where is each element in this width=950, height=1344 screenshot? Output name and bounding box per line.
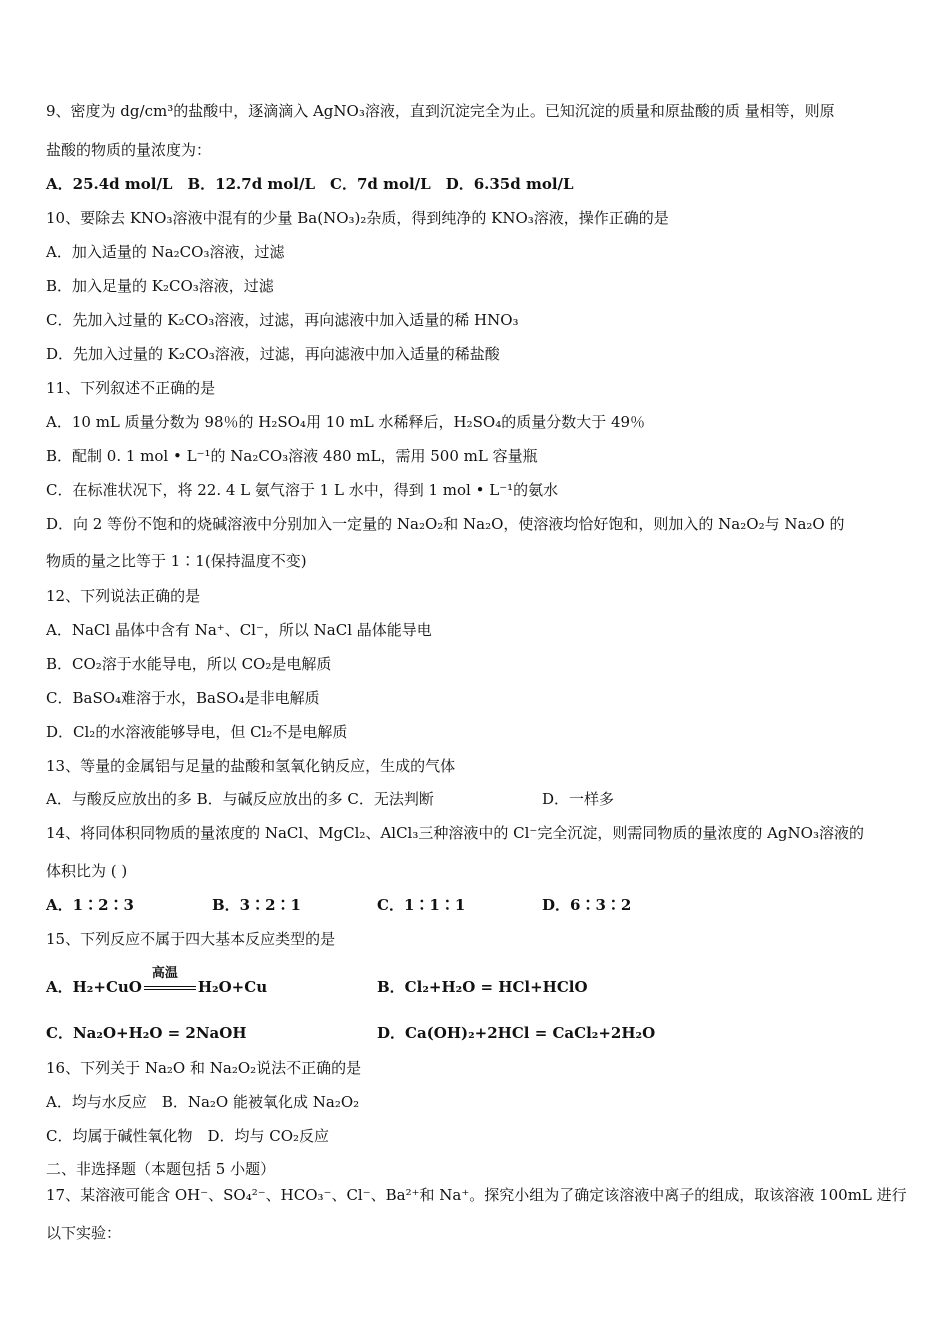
q10-option-b: B．加入足量的 K₂CO₃溶液，过滤 xyxy=(46,277,274,295)
q14-option-a: A．1∶2∶3 xyxy=(46,896,134,914)
q11-option-d-line1: D．向 2 等份不饱和的烧碱溶液中分别加入一定量的 Na₂O₂和 Na₂O，使溶液均恰好饱和，则加入的 Na₂O₂与 Na₂O 的 xyxy=(46,515,845,533)
q13-stem: 13、等量的金属铝与足量的盐酸和氢氧化钠反应，生成的气体 xyxy=(46,757,456,775)
q12-option-a: A．NaCl 晶体中含有 Na⁺、Cl⁻，所以 NaCl 晶体能导电 xyxy=(46,621,432,639)
q16-stem: 16、下列关于 Na₂O 和 Na₂O₂说法不正确的是 xyxy=(46,1059,362,1077)
q14-option-d: D．6∶3∶2 xyxy=(542,896,632,914)
q15-option-c: C．Na₂O+H₂O = 2NaOH xyxy=(46,1024,247,1042)
q10-option-d: D．先加入过量的 K₂CO₃溶液，过滤，再向滤液中加入适量的稀盐酸 xyxy=(46,345,500,363)
q16-options-cd: C．均属于碱性氧化物 D．均与 CO₂反应 xyxy=(46,1127,330,1145)
q17-stem-line2: 以下实验： xyxy=(46,1224,122,1242)
q15-option-a-products: H₂O+Cu xyxy=(197,978,268,996)
q10-option-c: C．先加入过量的 K₂CO₃溶液，过滤，再向滤液中加入适量的稀 HNO₃ xyxy=(46,311,519,329)
q15-option-b: B．Cl₂+H₂O = HCl+HClO xyxy=(377,978,588,996)
q12-stem: 12、下列说法正确的是 xyxy=(46,587,201,605)
q14-stem-line2: 体积比为 ( ) xyxy=(46,862,128,880)
q9-options: A．25.4d mol/L B．12.7d mol/L C．7d mol/L D．6.35d mol/L xyxy=(46,175,574,193)
q11-option-d-line2: 物质的量之比等于 1∶1(保持温度不变) xyxy=(46,552,307,570)
q13-options-abc: A．与酸反应放出的多 B．与碱反应放出的多 C．无法判断 xyxy=(46,790,434,808)
reaction-arrow-icon xyxy=(144,966,196,994)
q12-option-c: C．BaSO₄难溶于水，BaSO₄是非电解质 xyxy=(46,689,320,707)
q17-stem-line1: 17、某溶液可能含 OH⁻、SO₄²⁻、HCO₃⁻、Cl⁻、Ba²⁺和 Na⁺。探究小组为了确定该溶液中离子的组成，取该溶液 100mL 进行 xyxy=(46,1186,907,1204)
q10-stem: 10、要除去 KNO₃溶液中混有的少量 Ba(NO₃)₂杂质，得到纯净的 KNO₃溶液，操作正确的是 xyxy=(46,209,669,227)
q11-option-c: C．在标准状况下，将 22. 4 L 氨气溶于 1 L 水中，得到 1 mol • L⁻¹的氨水 xyxy=(46,481,559,499)
q14-option-c: C．1∶1∶1 xyxy=(377,896,466,914)
q15-stem: 15、下列反应不属于四大基本反应类型的是 xyxy=(46,930,336,948)
q11-option-b: B．配制 0. 1 mol • L⁻¹的 Na₂CO₃溶液 480 mL，需用 500 mL 容量瓶 xyxy=(46,447,538,465)
q12-option-d: D．Cl₂的水溶液能够导电，但 Cl₂不是电解质 xyxy=(46,723,348,741)
q14-option-b: B．3∶2∶1 xyxy=(212,896,301,914)
q9-stem-line1: 9、密度为 dg/cm³的盐酸中，逐滴滴入 AgNO₃溶液，直到沉淀完全为止。已知沉淀的质量和原盐酸的质 量相等，则原 xyxy=(46,102,835,120)
q10-option-a: A．加入适量的 Na₂CO₃溶液，过滤 xyxy=(46,243,285,261)
q15-option-d: D．Ca(OH)₂+2HCl = CaCl₂+2H₂O xyxy=(377,1024,656,1042)
q11-option-a: A．10 mL 质量分数为 98％的 H₂SO₄用 10 mL 水稀释后，H₂SO₄的质量分数大于 49％ xyxy=(46,413,646,431)
q11-stem: 11、下列叙述不正确的是 xyxy=(46,379,216,397)
q16-options-ab: A．均与水反应 B．Na₂O 能被氧化成 Na₂O₂ xyxy=(46,1093,360,1111)
section-heading: 二、非选择题（本题包括 5 小题） xyxy=(46,1160,276,1178)
q13-option-d: D．一样多 xyxy=(542,790,615,808)
q15-option-a-reactants: A．H₂+CuO xyxy=(46,978,142,996)
q15-option-a xyxy=(46,966,268,997)
q12-option-b: B．CO₂溶于水能导电，所以 CO₂是电解质 xyxy=(46,655,332,673)
q14-stem-line1: 14、将同体积同物质的量浓度的 NaCl、MgCl₂、AlCl₃三种溶液中的 Cl⁻完全沉淀，则需同物质的量浓度的 AgNO₃溶液的 xyxy=(46,824,864,842)
q15-reaction-condition: 高温 xyxy=(151,966,178,981)
q9-stem-line2: 盐酸的物质的量浓度为： xyxy=(46,141,212,159)
